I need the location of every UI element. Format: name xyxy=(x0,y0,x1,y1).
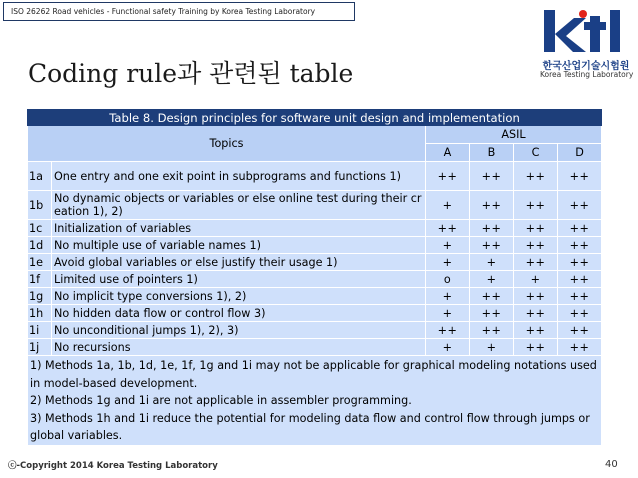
asil-level-header: C xyxy=(514,144,558,162)
asil-value: + xyxy=(426,339,470,356)
asil-value: ++ xyxy=(558,322,602,339)
asil-value: + xyxy=(426,191,470,220)
asil-value: ++ xyxy=(558,271,602,288)
asil-value: ++ xyxy=(514,322,558,339)
asil-value: ++ xyxy=(426,322,470,339)
asil-value: ++ xyxy=(470,288,514,305)
asil-value: ++ xyxy=(558,305,602,322)
row-topic: Initialization of variables xyxy=(52,220,426,237)
asil-level-header: A xyxy=(426,144,470,162)
asil-value: ++ xyxy=(558,237,602,254)
asil-level-header: D xyxy=(558,144,602,162)
asil-value: + xyxy=(426,237,470,254)
design-principles-table xyxy=(27,109,602,446)
asil-value: ++ xyxy=(558,339,602,356)
asil-level-header: B xyxy=(470,144,514,162)
asil-value: + xyxy=(426,254,470,271)
asil-value: o xyxy=(426,271,470,288)
table-row xyxy=(28,191,602,220)
row-topic: No implicit type conversions 1), 2) xyxy=(52,288,426,305)
row-topic: No hidden data flow or control flow 3) xyxy=(52,305,426,322)
asil-value: ++ xyxy=(514,254,558,271)
row-id: 1h xyxy=(28,305,52,322)
table-row xyxy=(28,237,602,254)
asil-value: ++ xyxy=(514,191,558,220)
table-row xyxy=(28,254,602,271)
copyright-footer: ⓒ-Copyright 2014 Korea Testing Laboratory xyxy=(8,461,218,471)
asil-value: + xyxy=(470,339,514,356)
asil-value: ++ xyxy=(514,288,558,305)
table-note: 1) Methods 1a, 1b, 1d, 1e, 1f, 1g and 1i may not be applicable for graphical modeling notations used in model-based development. xyxy=(30,359,597,390)
asil-value: ++ xyxy=(558,254,602,271)
ktl-logo xyxy=(540,8,632,80)
asil-value: ++ xyxy=(514,220,558,237)
row-id: 1f xyxy=(28,271,52,288)
ktl-logo-mark-icon xyxy=(542,8,632,54)
row-topic: No multiple use of variable names 1) xyxy=(52,237,426,254)
asil-value: + xyxy=(426,305,470,322)
asil-value: ++ xyxy=(558,220,602,237)
row-topic: Avoid global variables or else justify their usage 1) xyxy=(52,254,426,271)
asil-value: ++ xyxy=(470,162,514,191)
row-id: 1j xyxy=(28,339,52,356)
row-id: 1b xyxy=(28,191,52,220)
asil-value: ++ xyxy=(426,220,470,237)
asil-value: + xyxy=(470,271,514,288)
row-id: 1c xyxy=(28,220,52,237)
row-topic: One entry and one exit point in subprograms and functions 1) xyxy=(52,162,426,191)
asil-value: ++ xyxy=(470,237,514,254)
table-note: 3) Methods 1h and 1i reduce the potential for modeling data flow and control flow through jumps or global variables. xyxy=(30,411,590,442)
row-id: 1d xyxy=(28,237,52,254)
asil-value: ++ xyxy=(558,191,602,220)
asil-value: + xyxy=(514,271,558,288)
topics-header: Topics xyxy=(28,126,426,162)
asil-value: ++ xyxy=(514,305,558,322)
row-id: 1e xyxy=(28,254,52,271)
asil-header: ASIL xyxy=(426,126,602,144)
table-row xyxy=(28,271,602,288)
slide-title: Coding rule과 관련된 table xyxy=(28,59,354,88)
table-caption: Table 8. Design principles for software unit design and implementation xyxy=(28,110,602,126)
row-topic: No unconditional jumps 1), 2), 3) xyxy=(52,322,426,339)
table-row xyxy=(28,322,602,339)
table-row xyxy=(28,220,602,237)
asil-value: + xyxy=(426,288,470,305)
row-topic: No recursions xyxy=(52,339,426,356)
asil-value: ++ xyxy=(470,220,514,237)
row-topic: Limited use of pointers 1) xyxy=(52,271,426,288)
table-row xyxy=(28,162,602,191)
asil-value: ++ xyxy=(470,191,514,220)
asil-value: ++ xyxy=(558,162,602,191)
asil-value: ++ xyxy=(514,339,558,356)
asil-value: ++ xyxy=(514,237,558,254)
row-id: 1a xyxy=(28,162,52,191)
table-row xyxy=(28,288,602,305)
asil-value: ++ xyxy=(514,162,558,191)
table-notes-row xyxy=(28,356,602,446)
asil-value: ++ xyxy=(470,305,514,322)
course-header-label: ISO 26262 Road vehicles - Functional safety Training by Korea Testing Laboratory xyxy=(3,2,355,21)
logo-english-name: Korea Testing Laboratory xyxy=(540,70,634,79)
asil-value: ++ xyxy=(426,162,470,191)
logo-korean-name: 한국산업기술시험원 xyxy=(542,61,630,72)
asil-value: + xyxy=(470,254,514,271)
table-notes xyxy=(28,356,602,446)
page-number: 40 xyxy=(605,459,618,470)
table-row xyxy=(28,305,602,322)
row-id: 1g xyxy=(28,288,52,305)
table-note: 2) Methods 1g and 1i are not applicable in assembler programming. xyxy=(30,394,412,407)
table-row xyxy=(28,339,602,356)
asil-value: ++ xyxy=(558,288,602,305)
row-topic: No dynamic objects or variables or else online test during their creation 1), 2) xyxy=(52,191,426,220)
asil-value: ++ xyxy=(470,322,514,339)
row-id: 1i xyxy=(28,322,52,339)
